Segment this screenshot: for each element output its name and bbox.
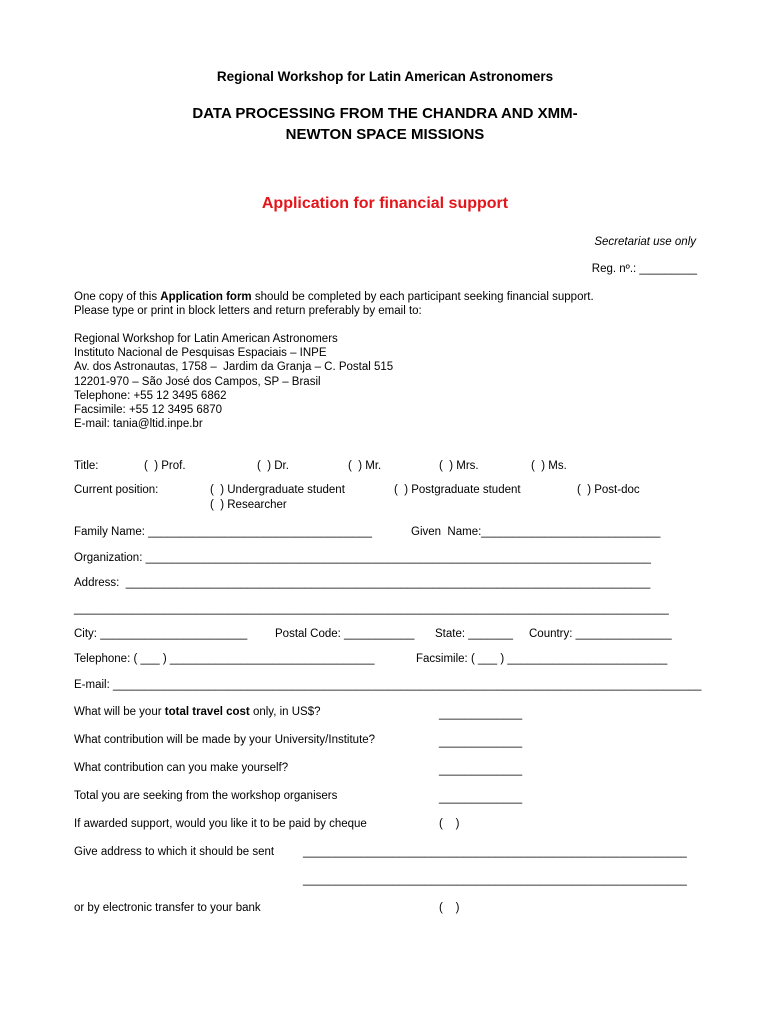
address-line: Regional Workshop for Latin American Astronomers <box>74 333 338 345</box>
travel-bold: total travel cost <box>164 706 250 718</box>
contact-email: E-mail: tania@ltid.inpe.br <box>74 418 203 431</box>
title-option-ms[interactable]: ( ) Ms. <box>531 460 567 472</box>
cheque-address-input[interactable]: ____________________________________________________________ <box>303 846 687 858</box>
intro-suffix: should be completed by each participant seeking financial support. <box>251 291 594 303</box>
question-bank-transfer: or by electronic transfer to your bank <box>74 902 261 914</box>
address-line: Telephone: +55 12 3495 6862 <box>74 389 227 402</box>
question-travel-cost <box>74 705 321 719</box>
university-contribution-input[interactable]: _____________ <box>439 736 523 748</box>
cheque-address-input-line2[interactable]: ____________________________________________________________ <box>303 874 687 886</box>
workshop-title: Regional Workshop for Latin American Astronomers <box>216 69 554 84</box>
self-contribution-input[interactable]: _____________ <box>439 764 523 776</box>
travel-prefix: What will be your <box>74 706 165 718</box>
position-option-postdoc[interactable]: ( ) Post-doc <box>577 484 640 496</box>
total-sought-input[interactable]: _____________ <box>439 792 523 804</box>
address-field-line2[interactable]: _____________________________________________________________________________________________ <box>74 603 669 615</box>
title-option-dr[interactable]: ( ) Dr. <box>257 460 289 472</box>
main-title-line2: NEWTON SPACE MISSIONS <box>285 126 485 143</box>
secretariat-label: Secretariat use only <box>594 236 696 248</box>
form-title: Application for financial support <box>261 195 509 212</box>
address-line: Facsimile: +55 12 3495 6870 <box>74 404 223 417</box>
postal-code-field[interactable]: Postal Code: ___________ <box>275 628 415 640</box>
organization-field[interactable]: Organization: _______________________________________________________________________________ <box>74 552 651 564</box>
address-field[interactable]: Address: __________________________________________________________________________________ <box>74 577 651 589</box>
question-give-address: Give address to which it should be sent <box>74 846 275 858</box>
address-line: 12201-970 – São José dos Campos, SP – Brasil <box>74 375 321 388</box>
cheque-checkbox[interactable]: ( ) <box>439 818 460 830</box>
position-label: Current position: <box>74 484 159 496</box>
contact-address-block <box>74 332 393 431</box>
question-cheque: If awarded support, would you like it to be paid by cheque <box>74 818 367 830</box>
email-field[interactable]: E-mail: ____________________________________________________________________________________________ <box>74 679 702 691</box>
city-field[interactable]: City: _______________________ <box>74 628 248 640</box>
state-field[interactable]: State: _______ <box>435 628 514 640</box>
title-option-prof[interactable]: ( ) Prof. <box>144 460 186 472</box>
question-self-contribution: What contribution can you make yourself? <box>74 762 289 774</box>
title-option-mrs[interactable]: ( ) Mrs. <box>439 460 479 472</box>
intro-text <box>74 290 594 318</box>
address-line: Instituto Nacional de Pesquisas Espaciais – INPE <box>74 347 327 360</box>
main-title-line1: DATA PROCESSING FROM THE CHANDRA AND XMM- <box>192 105 578 122</box>
intro-prefix: One copy of this <box>74 291 161 303</box>
title-option-mr[interactable]: ( ) Mr. <box>348 460 382 472</box>
travel-suffix: only, in US$? <box>249 706 321 718</box>
position-option-undergraduate[interactable]: ( ) Undergraduate student <box>210 484 345 496</box>
country-field[interactable]: Country: _______________ <box>529 628 672 640</box>
question-total-sought: Total you are seeking from the workshop organisers <box>74 790 338 802</box>
telephone-field[interactable]: Telephone: ( ___ ) ________________________________ <box>74 653 375 665</box>
travel-cost-input[interactable]: _____________ <box>439 708 523 720</box>
bank-transfer-checkbox[interactable]: ( ) <box>439 902 460 914</box>
question-university-contribution: What contribution will be made by your University/Institute? <box>74 734 376 746</box>
position-option-researcher[interactable]: ( ) Researcher <box>210 499 287 511</box>
reg-number-field[interactable]: Reg. nº.: _________ <box>591 263 697 275</box>
main-title <box>0 103 770 145</box>
intro-line2: Please type or print in block letters and return preferably by email to: <box>74 305 422 318</box>
position-option-postgraduate[interactable]: ( ) Postgraduate student <box>394 484 521 496</box>
facsimile-field[interactable]: Facsimile: ( ___ ) _________________________ <box>416 653 668 665</box>
title-label: Title: <box>74 460 99 472</box>
given-name-field[interactable]: Given Name:____________________________ <box>411 526 661 538</box>
family-name-field[interactable]: Family Name: ___________________________________ <box>74 526 372 538</box>
intro-bold: Application form <box>160 291 252 303</box>
address-line: Av. dos Astronautas, 1758 – Jardim da Granja – C. Postal 515 <box>74 361 394 374</box>
